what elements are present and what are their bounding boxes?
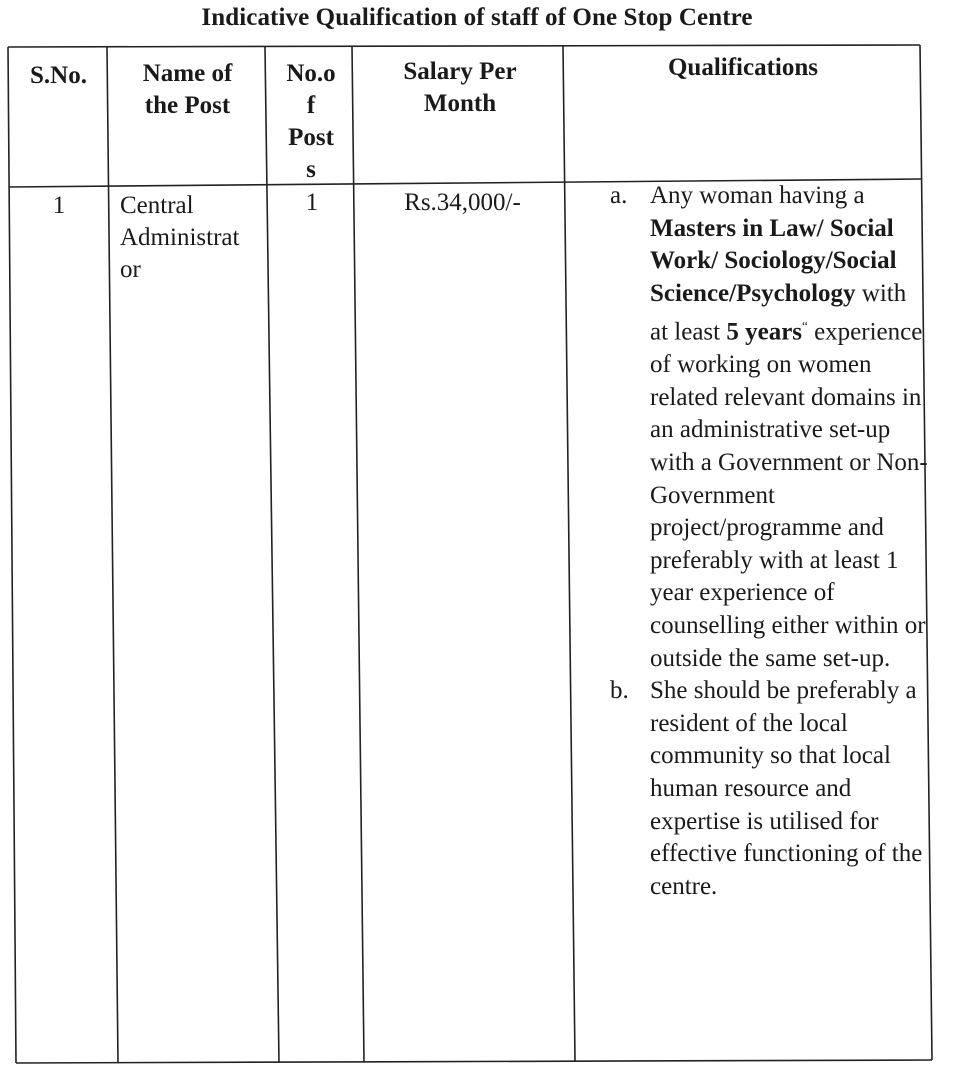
header-post-line2: the Post — [144, 92, 231, 119]
row-post-line3: or — [120, 256, 141, 283]
qualification-item-a — [600, 180, 930, 675]
header-num-line4: s — [306, 156, 316, 183]
row-post-name — [120, 190, 270, 286]
header-salary-line1: Salary Per — [403, 58, 517, 85]
header-salary-line2: Month — [423, 90, 497, 117]
qualification-marker-a: a. — [610, 182, 628, 209]
header-post-name — [110, 58, 265, 122]
row-salary: Rs.34,000/- — [404, 189, 521, 216]
header-num-line3: Post — [288, 124, 334, 151]
qualification-a-text1: Any woman having a — [650, 182, 865, 209]
qualification-marker-b: b. — [610, 677, 629, 705]
header-qualifications: Qualifications — [667, 54, 818, 81]
qualification-b-text: She should be preferably a resident of the local community so that local human resource and expertise is utilised for effective functioning of the centre. — [650, 677, 923, 900]
qualification-a-text4: experience of working on women related relevant domains in an administrative set-up with a Government or Non-Government project/programme and preferably with at least 1 year experience of counselling either within or outside the same set-up. — [650, 318, 928, 672]
page-title: Indicative Qualification of staff of One Stop Centre — [201, 4, 753, 31]
header-num-line2: f — [306, 92, 316, 119]
row-post-line2: Administrat — [120, 224, 240, 251]
header-salary — [355, 56, 565, 120]
header-num-line1: No.o — [286, 60, 336, 87]
row-num-posts: 1 — [305, 189, 319, 216]
qualification-a-text2: with at least — [650, 279, 907, 346]
row-sno: 1 — [52, 192, 66, 219]
qualification-a-quote-mark: “ — [802, 318, 808, 334]
qualification-item-b — [600, 675, 930, 903]
header-post-line1: Name of — [142, 60, 233, 87]
row-post-line1: Central — [120, 192, 194, 219]
qualifications-list — [600, 180, 930, 903]
header-num-posts — [268, 58, 354, 186]
header-sno: S.No. — [30, 62, 87, 89]
qualification-a-bold-degrees: Masters in Law/ Social Work/ Sociology/Social Science/Psychology — [650, 214, 897, 307]
qualification-a-bold-years: 5 years — [726, 318, 803, 346]
